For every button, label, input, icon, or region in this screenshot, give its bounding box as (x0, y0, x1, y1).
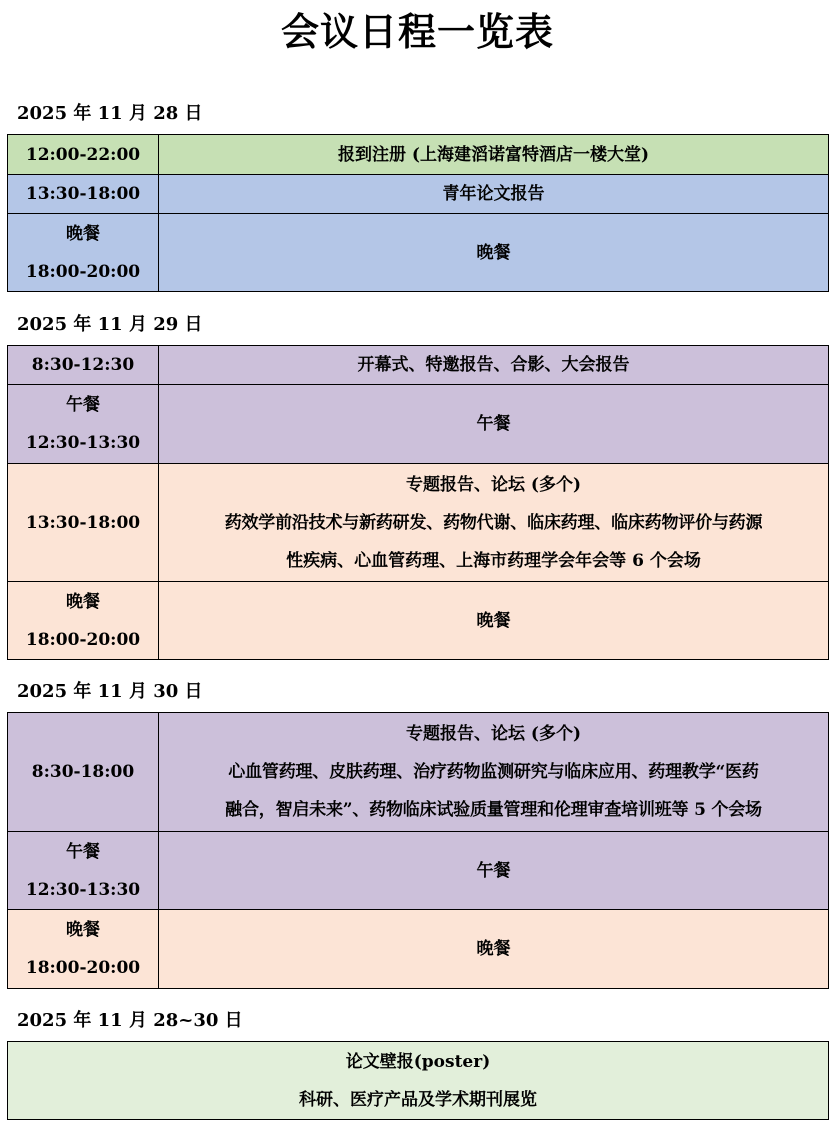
schedule-row (8, 582, 829, 660)
time-cell (8, 713, 159, 832)
meal-label: 晚餐 (66, 223, 100, 244)
content-cell (159, 385, 829, 464)
time-label: 12:30-13:30 (25, 433, 141, 453)
day-heading-nov-28: 2025 年 11 月 28 日 (17, 103, 203, 124)
content-cell (159, 910, 829, 989)
content-line: 专题报告、论坛 (多个) (405, 724, 581, 744)
content-cell (159, 175, 829, 214)
meal-label: 晚餐 (66, 920, 100, 940)
schedule-row (8, 464, 829, 582)
schedule-row (8, 385, 829, 464)
content-cell (159, 713, 829, 832)
meal-label: 午餐 (66, 395, 100, 415)
meal-label: 午餐 (66, 841, 100, 862)
content-line: 晚餐 (476, 610, 511, 631)
time-label: 13:30-18:00 (25, 184, 141, 204)
content-line: 专题报告、论坛 (多个) (405, 474, 581, 495)
content-line: 晚餐 (476, 939, 511, 959)
content-cell (159, 135, 829, 175)
time-cell (8, 346, 159, 385)
content-line: 报到注册 (上海建滔诺富特酒店一楼大堂) (337, 144, 649, 165)
exhibition-table (7, 1041, 829, 1120)
day-heading-nov-28-30: 2025 年 11 月 28~30 日 (17, 1010, 243, 1031)
exhibition-label: 科研、医疗产品及学术期刊展览 (299, 1089, 537, 1110)
time-cell (8, 385, 159, 464)
time-cell (8, 214, 159, 292)
content-cell (159, 832, 829, 910)
schedule-row (8, 214, 829, 292)
time-label: 8:30-12:30 (31, 355, 135, 375)
content-cell (159, 346, 829, 385)
content-line: 心血管药理、皮肤药理、治疗药物监测研究与临床应用、药理教学“医药 (228, 762, 759, 782)
schedule-row (8, 713, 829, 832)
time-label: 8:30-18:00 (31, 762, 135, 782)
time-cell (8, 175, 159, 214)
poster-label: 论文壁报(poster) (345, 1051, 491, 1072)
content-line: 午餐 (476, 414, 511, 434)
schedule-row (8, 135, 829, 175)
schedule-row (8, 346, 829, 385)
content-cell (159, 464, 829, 582)
content-line: 性疾病、心血管药理、上海市药理学会年会等 6 个会场 (286, 550, 701, 571)
content-line: 午餐 (476, 860, 511, 881)
exhibition-cell (8, 1042, 829, 1120)
time-cell (8, 464, 159, 582)
content-line: 融合，智启未来”、药物临床试验质量管理和伦理审查培训班等 5 个会场 (225, 800, 762, 820)
schedule-table-nov-28 (7, 134, 829, 292)
content-line: 开幕式、特邀报告、合影、大会报告 (357, 355, 630, 375)
time-cell (8, 832, 159, 910)
time-label: 18:00-20:00 (25, 629, 141, 650)
content-cell (159, 582, 829, 660)
time-label: 13:30-18:00 (25, 512, 141, 533)
schedule-row (8, 175, 829, 214)
time-label: 18:00-20:00 (25, 958, 141, 978)
time-label: 12:00-22:00 (25, 144, 141, 165)
time-cell (8, 582, 159, 660)
content-line: 晚餐 (476, 242, 511, 263)
schedule-row (8, 910, 829, 989)
day-heading-nov-29: 2025 年 11 月 29 日 (17, 314, 203, 335)
content-line: 药效学前沿技术与新药研发、药物代谢、临床药理、临床药物评价与药源 (224, 512, 763, 533)
exhibition-row (8, 1042, 829, 1120)
time-cell (8, 135, 159, 175)
time-label: 12:30-13:30 (25, 879, 141, 900)
meal-label: 晚餐 (66, 591, 100, 612)
page-title: 会议日程一览表 (280, 10, 554, 54)
schedule-table-nov-29 (7, 345, 829, 660)
content-cell (159, 214, 829, 292)
content-line: 青年论文报告 (442, 184, 545, 204)
schedule-row (8, 832, 829, 910)
schedule-table-nov-30 (7, 712, 829, 989)
time-label: 18:00-20:00 (25, 261, 141, 282)
time-cell (8, 910, 159, 989)
day-heading-nov-30: 2025 年 11 月 30 日 (17, 681, 203, 702)
